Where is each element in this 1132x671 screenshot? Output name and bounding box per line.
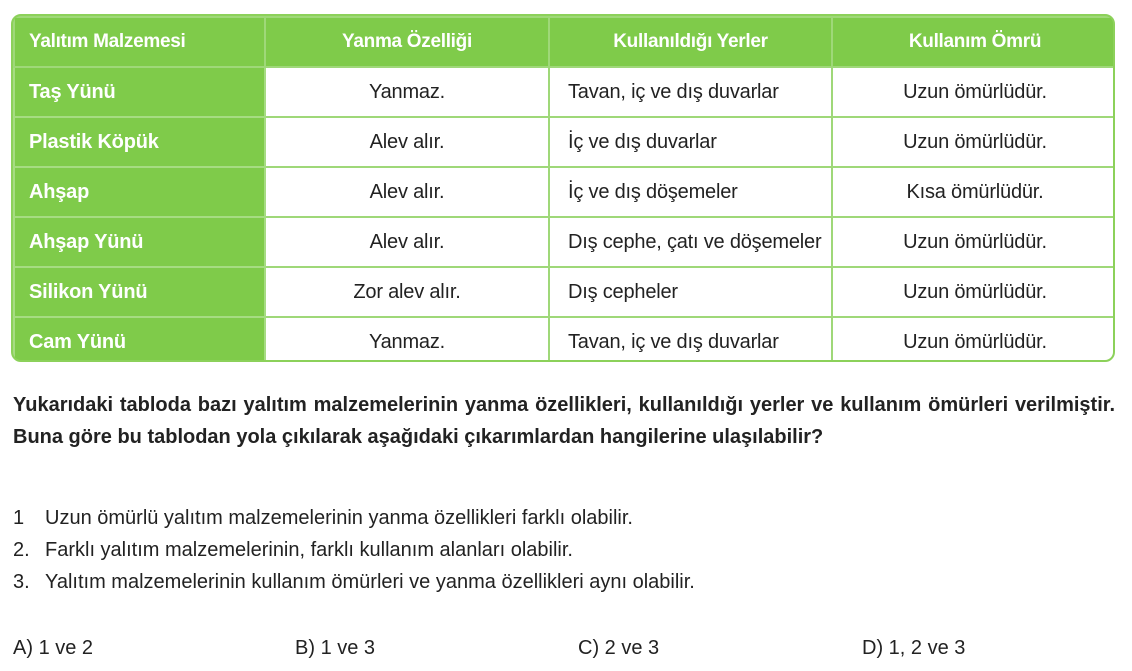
burn-property: Alev alır. [265, 167, 549, 217]
material-name: Cam Yünü [14, 317, 265, 362]
statement-item [13, 502, 1115, 534]
header-burn: Yanma Özelliği [265, 17, 549, 67]
option-d[interactable] [862, 632, 965, 664]
option-label: B) [295, 637, 315, 659]
table-header-row [14, 17, 1115, 67]
header-material: Yalıtım Malzemesi [14, 17, 265, 67]
material-name: Ahşap [14, 167, 265, 217]
burn-property: Alev alır. [265, 217, 549, 267]
option-text: 1, 2 ve 3 [888, 637, 966, 659]
usage-places: Dış cepheler [549, 267, 832, 317]
usage-life: Uzun ömürlüdür. [832, 217, 1115, 267]
header-life: Kullanım Ömrü [832, 17, 1115, 67]
statement-number: 3. [13, 571, 30, 593]
option-label: D) [862, 637, 884, 659]
usage-places: İç ve dış döşemeler [549, 167, 832, 217]
usage-life: Uzun ömürlüdür. [832, 117, 1115, 167]
statement-item [13, 534, 1115, 566]
option-text: 1 ve 2 [38, 637, 94, 659]
usage-life: Uzun ömürlüdür. [832, 67, 1115, 117]
option-label: A) [13, 637, 33, 659]
statement-number: 2. [13, 539, 30, 561]
statement-text: Farklı yalıtım malzemelerinin, farklı kullanım alanları olabilir. [45, 539, 573, 561]
table-row [14, 167, 1115, 217]
option-text: 1 ve 3 [320, 637, 376, 659]
statement-list [13, 502, 1115, 598]
table-row [14, 67, 1115, 117]
option-label: C) [578, 637, 600, 659]
material-name: Plastik Köpük [14, 117, 265, 167]
usage-life: Uzun ömürlüdür. [832, 317, 1115, 362]
insulation-table-container [11, 14, 1115, 362]
table-row [14, 217, 1115, 267]
statement-text: Uzun ömürlü yalıtım malzemelerinin yanma özellikleri farklı olabilir. [45, 507, 633, 529]
option-b[interactable] [295, 632, 375, 664]
usage-places: Dış cephe, çatı ve döşemeler [549, 217, 832, 267]
burn-property: Yanmaz. [265, 317, 549, 362]
statement-number: 1 [13, 507, 25, 529]
burn-property: Alev alır. [265, 117, 549, 167]
usage-life: Uzun ömürlüdür. [832, 267, 1115, 317]
usage-places: Tavan, iç ve dış duvarlar [549, 67, 832, 117]
insulation-table [13, 16, 1115, 362]
material-name: Ahşap Yünü [14, 217, 265, 267]
answer-options [13, 632, 1115, 664]
burn-property: Yanmaz. [265, 67, 549, 117]
statement-item [13, 566, 1115, 598]
header-places: Kullanıldığı Yerler [549, 17, 832, 67]
usage-places: Tavan, iç ve dış duvarlar [549, 317, 832, 362]
usage-places: İç ve dış duvarlar [549, 117, 832, 167]
option-a[interactable] [13, 632, 93, 664]
table-row [14, 267, 1115, 317]
table-row [14, 317, 1115, 362]
statement-text: Yalıtım malzemelerinin kullanım ömürleri ve yanma özellikleri aynı olabilir. [45, 571, 695, 593]
option-c[interactable] [578, 632, 659, 664]
question-text: Yukarıdaki tabloda bazı yalıtım malzemelerinin yanma özellikleri, kullanıldığı yerler ve kullanım ömürleri verilmiştir. Buna göre bu tablodan yola çıkılarak aşağıdaki çıkarımlardan hangilerine ulaşılabilir? [13, 394, 1115, 448]
material-name: Silikon Yünü [14, 267, 265, 317]
usage-life: Kısa ömürlüdür. [832, 167, 1115, 217]
burn-property: Zor alev alır. [265, 267, 549, 317]
table-row [14, 117, 1115, 167]
option-text: 2 ve 3 [604, 637, 660, 659]
material-name: Taş Yünü [14, 67, 265, 117]
